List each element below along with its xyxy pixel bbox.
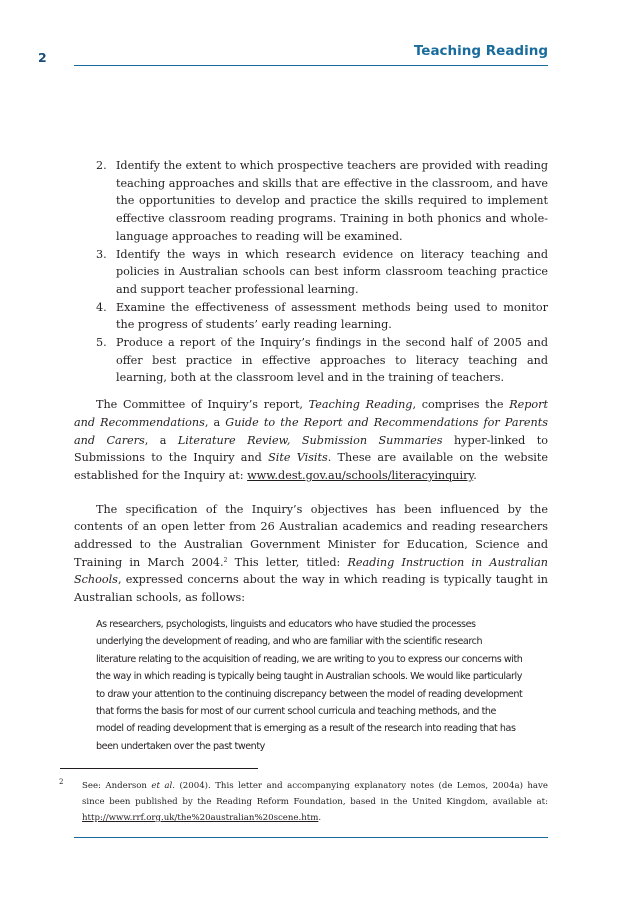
list-item [74,334,548,387]
list-item [74,299,548,334]
body-text [74,157,548,755]
footnote [59,778,548,826]
running-title: Teaching Reading [413,43,548,59]
list-number: 3. [96,247,107,261]
text-run: . These are available on the website established for the Inquiry at: [74,451,548,482]
report-component-title: Report and Recommendations [74,398,548,429]
text-run: See: Anderson [82,781,152,791]
report-title: Teaching Reading [308,398,413,412]
letter-paragraph [74,501,548,607]
text-run: hyper-linked to Submissions to the Inquiry and [74,433,548,465]
text-run: , comprises the [412,398,510,412]
text-run: The Committee of Inquiry’s report, [96,398,309,412]
list-number: 2. [96,159,107,172]
objectives-list [74,157,548,387]
text-run: , a [204,415,226,429]
inquiry-website-link[interactable]: www.dest.gov.au/schools/literacyinquiry [247,468,474,482]
page-number: 2 [38,50,47,65]
list-item [74,157,548,246]
block-quote: As researchers, psychologists, linguists and educators who have studied the processes underlying the development of reading, and who are familiar with the scientific research literature relating to the acquisition of reading, we are writing to you to express our concerns with the way in which reading is typically being taught in Australian schools. We would like particularly to draw your attention to the continuing discrepancy between the model of reading development that forms the basis for most of our current school curricula and teaching methods, and the model of reading development that is emerging as a result of the research into reading that has been undertaken over the past twenty [96,618,523,752]
report-paragraph [74,396,548,485]
text-run: . [318,813,322,823]
footnote-separator [60,768,258,769]
text-run: , expressed concerns about the way in which reading is typically taught in Australian schools, as follows: [74,573,548,605]
list-number: 5. [96,336,107,350]
text-run-italic: et al. [151,781,175,791]
list-number: 4. [96,300,107,314]
site-visits-title: Site Visits [268,451,328,465]
text-run: . [473,468,477,482]
list-item-text: Identify the ways in which research evidence on literacy teaching and policies in Australian schools can best inform classroom teaching practice and support teacher professional learning. [116,247,548,296]
text-run: (2004). This letter and accompanying explanatory notes (de Lemos, 2004a) have since been published by the Reading Reform Foundation, based in the United Kingdom, available at: [82,781,548,807]
text-run: The specification of the Inquiry’s objectives has been influenced by the contents of an open letter from 26 Australian academics and reading researchers addressed to the Australian Government Minister for Education, Science and Training in March 2004. [74,502,548,569]
text-run: This letter, titled: [227,555,348,569]
text-run: , a [144,433,178,447]
list-item [74,246,548,299]
list-item-text: Examine the effectiveness of assessment methods being used to monitor the progress of students’ early reading learning. [116,300,548,332]
letter-title: Reading Instruction in Australian Schools [74,555,548,587]
guide-title: Guide to the Report and Recommendations for Parents and Carers [74,415,548,447]
footnote-text [66,778,548,826]
list-item-text: Identify the extent to which prospective teachers are provided with reading teaching approaches and skills that are effective in the classroom, and have the opportunities to develop and practice the skills required to implement effective classroom reading programs. Training in both phonics and whole-language approaches to reading will be examined. [116,159,548,243]
footnote-reference[interactable]: 2 [223,556,228,564]
literature-review-title: Literature Review, Submission Summaries [177,433,443,447]
footnote-mark: 2 [59,778,64,786]
footer-rule [74,837,548,838]
rrf-link[interactable]: http://www.rrf.org.uk/the%20australian%20scene.htm [82,813,319,823]
list-item-text: Produce a report of the Inquiry’s findings in the second half of 2005 and offer best practice in effective approaches to literacy teaching and learning, both at the classroom level and in the training of teachers. [116,336,548,385]
header-rule [74,65,548,66]
